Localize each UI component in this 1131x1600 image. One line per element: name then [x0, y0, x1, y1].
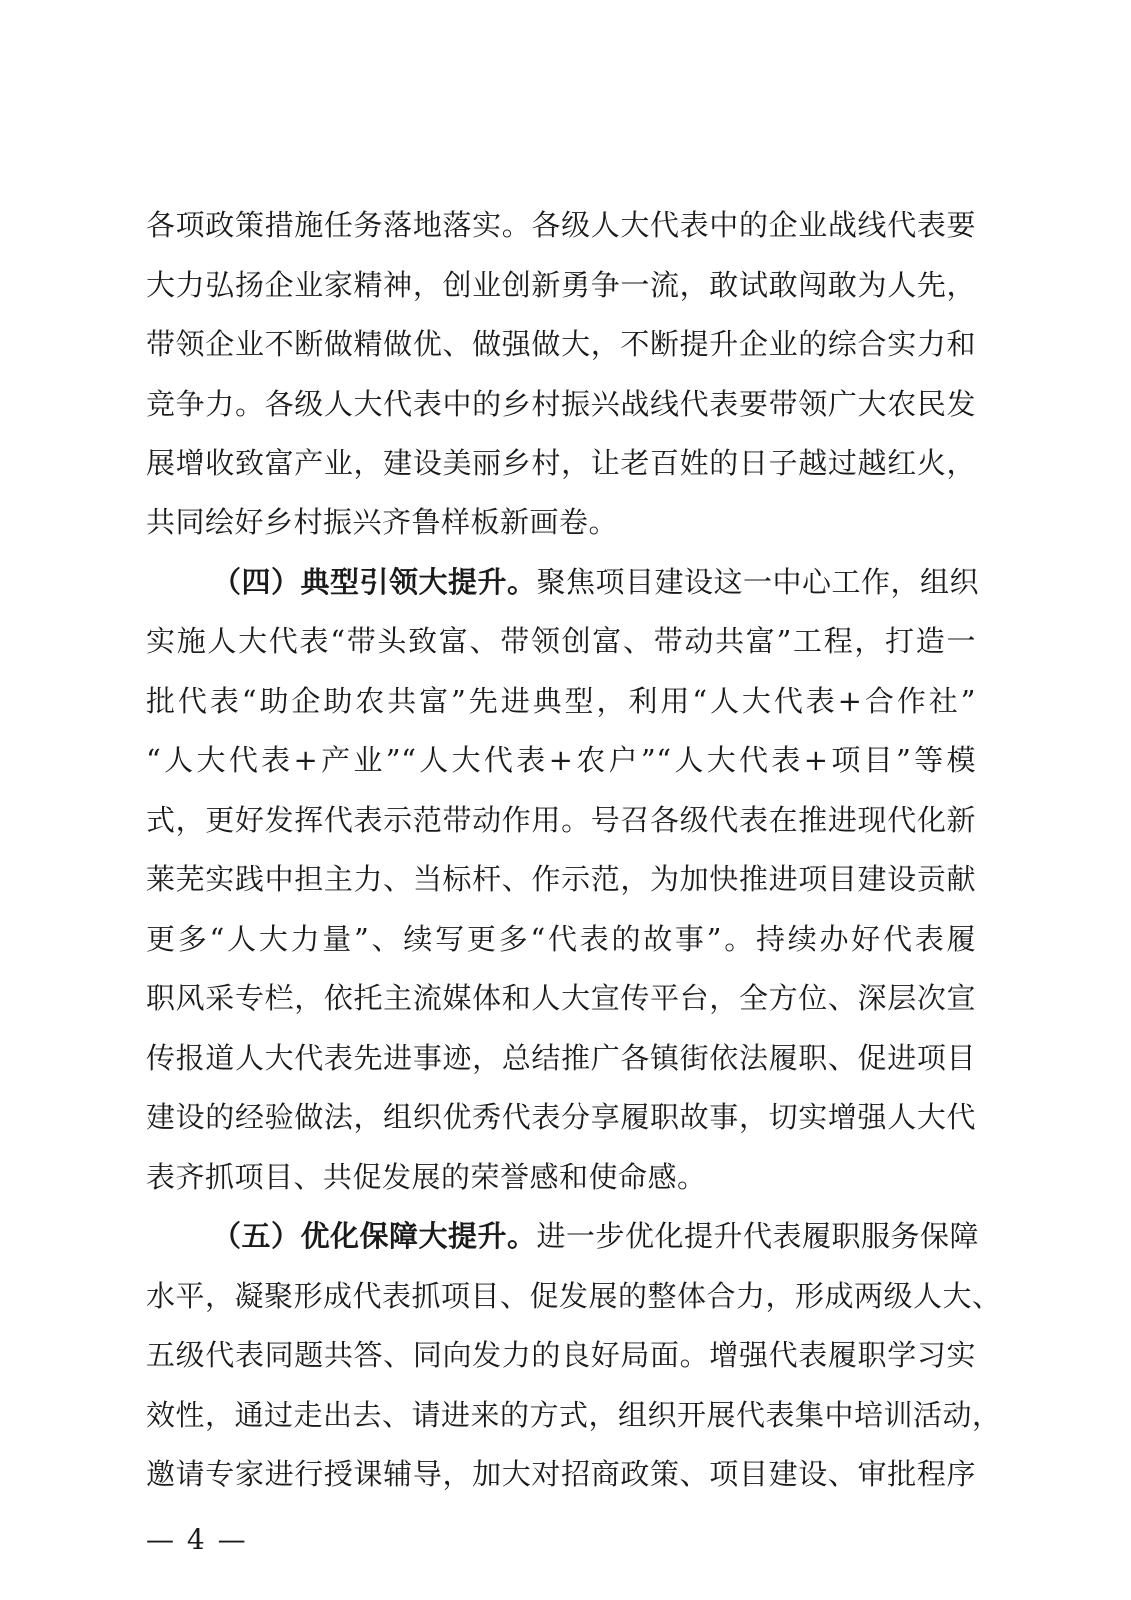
text-line: 更多“人大力量”、续写更多“代表的故事”。持续办好代表履: [146, 922, 976, 956]
text-line: 带领企业不断做精做优、做强做大，不断提升企业的综合实力和: [146, 327, 976, 361]
text-line: 实施人大代表“带头致富、带领创富、带动共富”工程，打造一: [146, 624, 976, 658]
text-line: 邀请专家进行授课辅导，加大对招商政策、项目建设、审批程序: [146, 1457, 976, 1491]
text-line: 建设的经验做法，组织优秀代表分享履职故事，切实增强人大代: [146, 1100, 976, 1134]
text-line: 展增收致富产业，建设美丽乡村，让老百姓的日子越过越红火，: [146, 446, 976, 480]
text-span: 聚焦项目建设这一中心工作，组织: [536, 565, 980, 599]
text-line: [212, 1216, 980, 1256]
text-line: 传报道人大代表先进事迹，总结推广各镇街依法履职、促进项目: [146, 1041, 976, 1075]
text-line: 效性，通过走出去、请进来的方式，组织开展代表集中培训活动，: [146, 1398, 1002, 1432]
text-line: 大力弘扬企业家精神，创业创新勇争一流，敢试敢闯敢为人先，: [146, 268, 976, 302]
text-line: 式，更好发挥代表示范带动作用。号召各级代表在推进现代化新: [146, 803, 976, 837]
page-number: — 4 —: [146, 1523, 248, 1556]
text-line: 共同绘好乡村振兴齐鲁样板新画卷。: [146, 505, 619, 539]
text-line: 五级代表同题共答、同向发力的良好局面。增强代表履职学习实: [146, 1338, 976, 1372]
text-line: [212, 562, 980, 602]
text-line: 批代表“助企助农共富”先进典型，利用“人大代表+合作社”: [146, 684, 976, 718]
section-heading: （五）优化保障大提升。: [212, 1219, 537, 1253]
text-line: 竞争力。各级人大代表中的乡村振兴战线代表要带领广大农民发: [146, 387, 976, 421]
text-span: 进一步优化提升代表履职服务保障: [536, 1219, 980, 1253]
text-line: 表齐抓项目、共促发展的荣誉感和使命感。: [146, 1160, 707, 1194]
text-line: “人大代表+产业”“人大代表+农户”“人大代表+项目”等模: [146, 743, 976, 777]
text-line: 水平，凝聚形成代表抓项目、促发展的整体合力，形成两级人大、: [146, 1279, 1002, 1313]
text-line: 莱芜实践中担主力、当标杆、作示范，为加快推进项目建设贡献: [146, 862, 976, 896]
text-line: 各项政策措施任务落地落实。各级人大代表中的企业战线代表要: [146, 208, 976, 242]
text-line: 职风采专栏，依托主流媒体和人大宣传平台，全方位、深层次宣: [146, 981, 976, 1015]
section-heading: （四）典型引领大提升。: [212, 565, 537, 599]
